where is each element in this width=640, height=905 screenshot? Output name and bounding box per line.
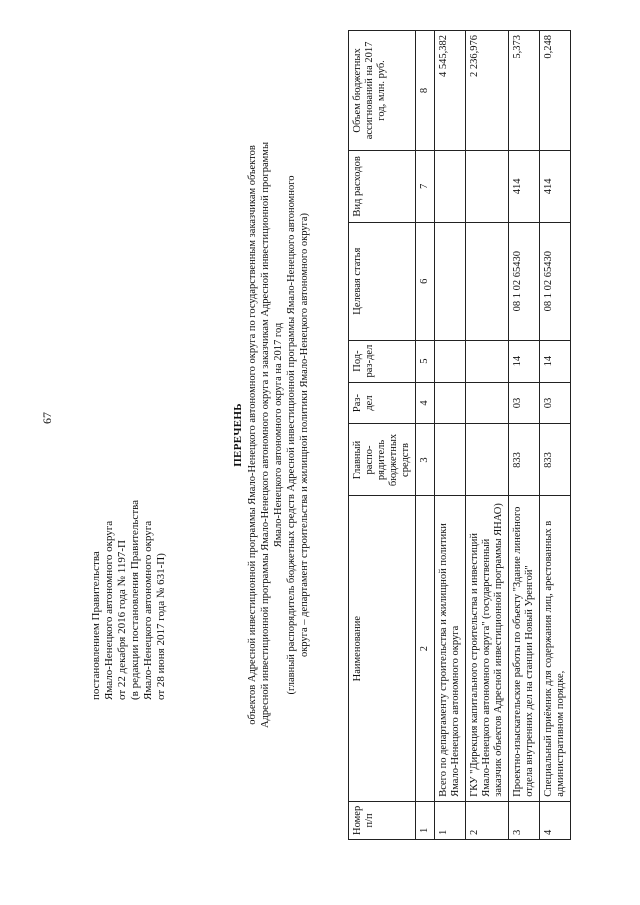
header-podrazdel: Под-раз-дел — [349, 340, 416, 382]
row-target-article: 08 1 02 65430 — [540, 222, 571, 340]
document-subtitle — [246, 0, 311, 870]
header-expense-type: Вид расходов — [349, 150, 416, 222]
table-row — [466, 31, 509, 840]
approval-line: от 22 декабря 2016 года № 1197-П — [116, 540, 128, 700]
approval-line: (в редакции постановления Правительства — [129, 499, 141, 700]
row-name: Проектно-изыскательские работы по объекту "Здание линейного отдела внутренних дел на станции Новый Уренгой" — [509, 496, 540, 801]
header-num: Номер п/п — [349, 801, 416, 839]
table-row — [435, 31, 466, 840]
row-num: 3 — [509, 801, 540, 839]
approval-block — [90, 500, 168, 700]
row-podrazdel — [466, 340, 509, 382]
document-title: ПЕРЕЧЕНЬ — [232, 403, 244, 467]
approval-line: от 28 июня 2017 года № 631-П) — [155, 553, 167, 700]
colnum-cell: 7 — [416, 150, 435, 222]
row-amount: 0,248 — [540, 31, 571, 151]
colnum-cell: 2 — [416, 496, 435, 801]
approval-line: Ямало-Ненецкого автономного округа — [142, 520, 154, 700]
table-row — [509, 31, 540, 840]
row-grbs: 833 — [540, 424, 571, 496]
row-amount: 2 236,976 — [466, 31, 509, 151]
colnum-cell: 6 — [416, 222, 435, 340]
subtitle-line: Адресной инвестиционной программы Ямало-Ненецкого автономного округа и заказчикам Адресной инвестиционной программы — [260, 141, 271, 729]
row-target-article: 08 1 02 65430 — [509, 222, 540, 340]
colnum-cell: 5 — [416, 340, 435, 382]
subtitle-line: округа – департамент строительства и жилищной политики Ямало-Ненецкого автономного округа) — [299, 212, 310, 658]
row-grbs: 833 — [509, 424, 540, 496]
row-grbs — [435, 424, 466, 496]
approval-line: постановлением Правительства — [90, 551, 102, 700]
row-name: ГКУ "Дирекция капитального строительства и инвестиций Ямало-Ненецкого автономного округа" (государственный заказчик объектов Адресной инвестиционной программы ЯНАО) — [466, 496, 509, 801]
row-target-article — [466, 222, 509, 340]
row-num: 2 — [466, 801, 509, 839]
row-amount: 4 545,382 — [435, 31, 466, 151]
colnum-cell: 1 — [416, 801, 435, 839]
table-header-row — [349, 31, 416, 840]
row-razdel — [466, 382, 509, 424]
row-razdel: 03 — [540, 382, 571, 424]
row-expense-type — [466, 150, 509, 222]
row-expense-type: 414 — [509, 150, 540, 222]
colnum-cell: 3 — [416, 424, 435, 496]
colnum-cell: 4 — [416, 382, 435, 424]
row-podrazdel: 14 — [509, 340, 540, 382]
row-razdel: 03 — [509, 382, 540, 424]
objects-table — [348, 30, 571, 840]
row-num: 1 — [435, 801, 466, 839]
subtitle-line: объектов Адресной инвестиционной программы Ямало-Ненецкого автономного округа по государственным заказчикам объектов — [247, 145, 258, 725]
row-expense-type: 414 — [540, 150, 571, 222]
colnum-cell: 8 — [416, 31, 435, 151]
header-amount: Объем бюджетных ассигнований на 2017 год, млн. руб. — [349, 31, 416, 151]
row-amount: 5,373 — [509, 31, 540, 151]
subtitle-line: Ямало-Ненецкого автономного округа на 2017 год — [273, 322, 284, 548]
row-expense-type — [435, 150, 466, 222]
row-podrazdel: 14 — [540, 340, 571, 382]
header-grbs: Главный распо-рядитель бюджетных средств — [349, 424, 416, 496]
header-target-article: Целевая статья — [349, 222, 416, 340]
column-number-row — [416, 31, 435, 840]
page-number: 67 — [40, 412, 54, 424]
header-razdel: Раз-дел — [349, 382, 416, 424]
row-name: Всего по департаменту строительства и жилищной политики Ямало-Ненецкого автономного округа — [435, 496, 466, 801]
rotated-document — [60, 0, 620, 870]
row-grbs — [466, 424, 509, 496]
row-name: Специальный приёмник для содержания лиц, арестованных в административном порядке, — [540, 496, 571, 801]
table-row — [540, 31, 571, 840]
subtitle-line: (главный распорядитель бюджетных средств Адресной инвестиционной программы Ямало-Ненецкого автономного — [286, 175, 297, 695]
header-name: Наименование — [349, 496, 416, 801]
row-razdel — [435, 382, 466, 424]
row-podrazdel — [435, 340, 466, 382]
row-num: 4 — [540, 801, 571, 839]
approval-line: Ямало-Ненецкого автономного округа — [103, 520, 115, 700]
row-target-article — [435, 222, 466, 340]
